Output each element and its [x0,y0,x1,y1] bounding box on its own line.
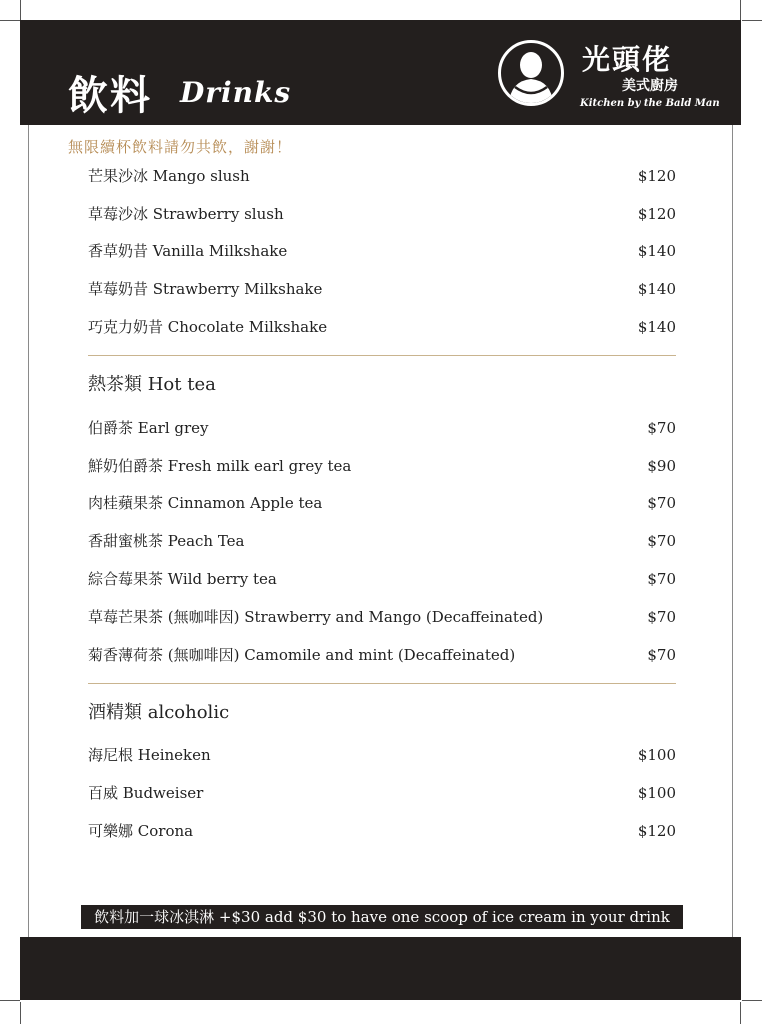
item-price: $70 [647,646,676,664]
item-name: 芒果沙冰 Mango slush [88,167,250,185]
item-price: $140 [637,242,676,260]
item-name: 綜合莓果茶 Wild berry tea [88,570,277,588]
item-name: 草莓芒果茶 (無咖啡因) Strawberry and Mango (Decaffeinated) [88,608,544,626]
crop-mark [0,1000,20,1001]
section-divider [88,355,676,356]
item-name: 香草奶昔 Vanilla Milkshake [88,242,288,260]
item-price: $70 [647,494,676,512]
item-name: 草莓奶昔 Strawberry Milkshake [88,280,323,298]
menu-item [88,278,676,300]
page-title-en: Drinks [180,76,292,109]
page-title-zh: 飲料 [68,73,152,119]
crop-mark [740,0,741,20]
item-price: $70 [647,419,676,437]
item-price: $70 [647,532,676,550]
item-price: $70 [647,608,676,626]
menu-item [88,165,676,187]
menu-header [20,20,741,125]
item-name: 可樂娜 Corona [88,822,194,840]
menu-item [88,203,676,225]
item-name: 海尼根 Heineken [88,746,211,764]
section-heading-alcoholic: 酒精類 alcoholic [88,702,230,723]
item-price: $70 [647,570,676,588]
item-price: $90 [647,457,676,475]
item-name: 百威 Budweiser [88,784,204,802]
refill-notice: 無限續杯飲料請勿共飲，謝謝！ [68,138,293,156]
item-name: 巧克力奶昔 Chocolate Milkshake [88,318,328,336]
menu-item [88,744,676,766]
ice-cream-addon-banner: 飲料加一球冰淇淋 +$30 add $30 to have one scoop of ice cream in your drink [81,905,683,929]
item-price: $100 [637,784,676,802]
menu-item [88,568,676,590]
brand-tagline: Kitchen by the Bald Man [580,98,720,109]
item-price: $140 [637,318,676,336]
crop-mark [20,0,21,20]
crop-mark [742,20,762,21]
crop-mark [0,20,20,21]
item-name: 鮮奶伯爵茶 Fresh milk earl grey tea [88,457,352,475]
item-price: $120 [637,822,676,840]
menu-item [88,782,676,804]
menu-item [88,417,676,439]
item-price: $120 [637,167,676,185]
bald-man-logo-icon [498,40,564,106]
menu-item [88,606,676,628]
brand-subtitle: 美式廚房 [622,78,678,94]
crop-mark [742,1000,762,1001]
brand-name: 光頭佬 [582,43,673,76]
item-price: $120 [637,205,676,223]
menu-item [88,820,676,842]
crop-mark [20,1002,21,1024]
menu-item [88,530,676,552]
item-name: 草莓沙冰 Strawberry slush [88,205,284,223]
item-name: 肉桂蘋果茶 Cinnamon Apple tea [88,494,323,512]
item-price: $100 [637,746,676,764]
item-name: 香甜蜜桃茶 Peach Tea [88,532,245,550]
menu-item [88,240,676,262]
menu-item [88,644,676,666]
crop-mark [740,1002,741,1024]
page-frame-right [732,125,733,937]
menu-item [88,316,676,338]
item-name: 菊香薄荷茶 (無咖啡因) Camomile and mint (Decaffeinated) [88,646,516,664]
menu-footer-bar [20,937,741,1000]
page-frame-left [28,125,29,937]
section-divider [88,683,676,684]
menu-item [88,455,676,477]
item-price: $140 [637,280,676,298]
item-name: 伯爵茶 Earl grey [88,419,209,437]
section-heading-hot-tea: 熱茶類 Hot tea [88,374,216,395]
menu-item [88,492,676,514]
